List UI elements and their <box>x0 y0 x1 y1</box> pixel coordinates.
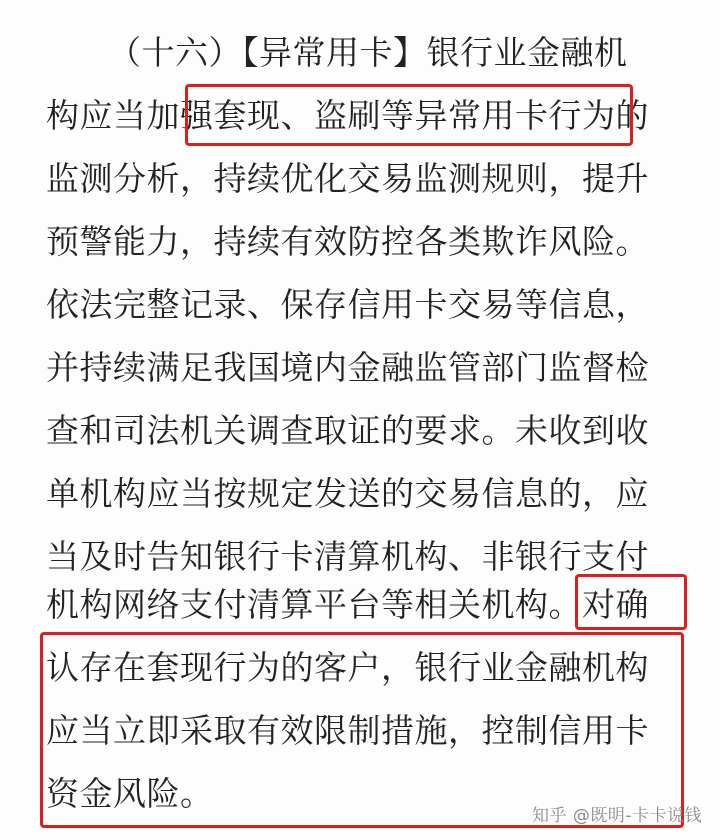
watermark-text: 知乎 @既明-卡卡说钱 <box>531 806 702 826</box>
text-line-10: 机构网络支付清算平台等相关机构。对确 <box>46 585 649 624</box>
text-line-12: 应当立即采取有效限制措施，控制信用卡 <box>46 711 649 750</box>
text-line-11: 认存在套现行为的客户，银行业金融机构 <box>46 648 649 687</box>
text-line-9: 当及时告知银行卡清算机构、非银行支付 <box>46 537 649 576</box>
text-line-4: 预警能力，持续有效防控各类欺诈风险。 <box>46 222 649 261</box>
text-line-13: 资金风险。 <box>46 774 214 813</box>
text-line-5: 依法完整记录、保存信用卡交易等信息， <box>46 285 649 324</box>
text-line-6: 并持续满足我国境内金融监管部门监督检 <box>46 348 649 387</box>
text-line-1: （十六）【异常用卡】银行业金融机 <box>108 33 628 72</box>
text-line-2: 构应当加强套现、盗刷等异常用卡行为的 <box>46 96 649 135</box>
text-line-7: 查和司法机关调查取证的要求。未收到收 <box>46 411 649 450</box>
text-line-3: 监测分析，持续优化交易监测规则，提升 <box>46 159 649 198</box>
text-line-8: 单机构应当按规定发送的交易信息的，应 <box>46 474 649 513</box>
